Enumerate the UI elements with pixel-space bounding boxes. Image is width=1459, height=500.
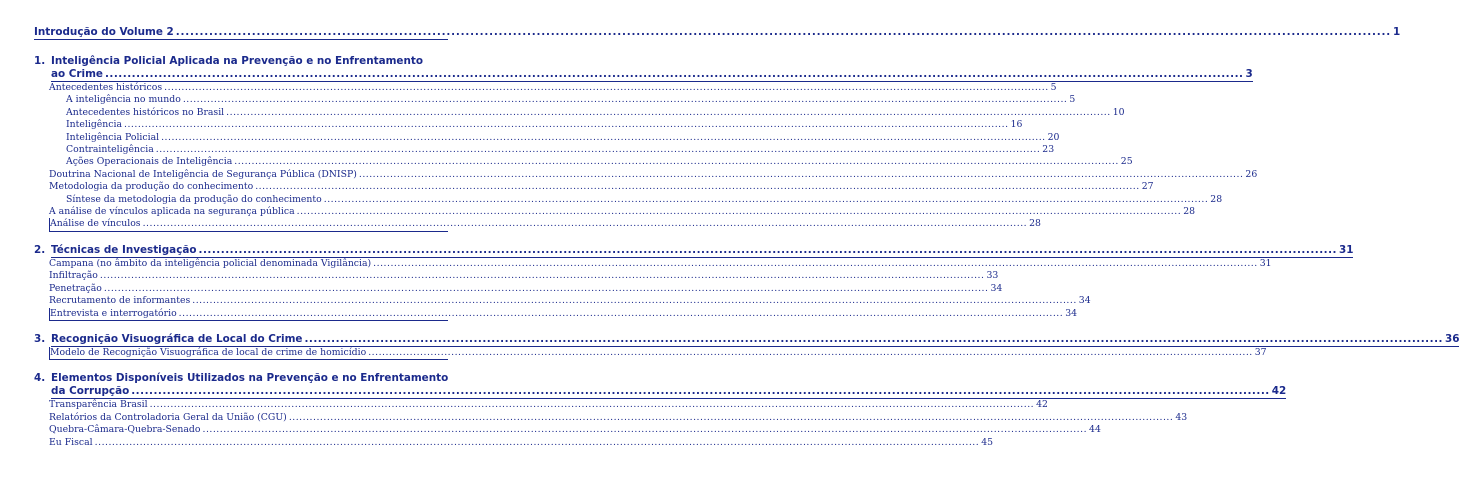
- section-number: 1.: [34, 55, 46, 67]
- dot-leader: [226, 107, 1111, 119]
- section-page: 3: [1245, 68, 1253, 80]
- toc-section-1[interactable]: [34, 55, 1253, 82]
- entry-label: Modelo de Recognição Visuográfica de local de crime de homicídio: [50, 346, 367, 358]
- toc-section-4[interactable]: [34, 372, 1287, 399]
- dot-leader: [150, 399, 1035, 411]
- dot-leader: [164, 82, 1049, 94]
- section-number: 3.: [34, 332, 46, 345]
- entry-label: Antecedentes históricos: [49, 82, 163, 93]
- toc-entry[interactable]: [49, 399, 1048, 411]
- section-title-line1: Elementos Disponíveis Utilizados na Prevenção e no Enfrentamento: [51, 372, 449, 385]
- section-title-line1: Inteligência Policial Aplicada na Prevenção e no Enfrentamento: [51, 55, 423, 67]
- dot-leader: [105, 68, 1244, 81]
- entry-label: Inteligência Policial: [66, 131, 160, 143]
- toc-entry[interactable]: [49, 270, 999, 282]
- toc-intro-label: Introdução do Volume 2: [34, 26, 174, 38]
- toc-entry[interactable]: [49, 156, 1133, 168]
- entry-label: Ações Operacionais de Inteligência: [66, 156, 233, 168]
- dot-leader: [143, 218, 1028, 230]
- entry-label: Metodologia da produção do conhecimento: [49, 181, 254, 193]
- entry-page: 16: [1010, 119, 1023, 131]
- entry-page: 26: [1245, 168, 1258, 180]
- entry-page: 31: [1259, 257, 1272, 269]
- entry-page: 28: [1210, 193, 1223, 205]
- entry-page: 34: [1065, 307, 1078, 319]
- dot-leader: [324, 194, 1209, 206]
- dot-leader: [359, 169, 1244, 181]
- toc-entry[interactable]: [49, 144, 1055, 156]
- section-page: 42: [1271, 385, 1287, 398]
- entry-page: 34: [1078, 295, 1091, 307]
- toc-entry[interactable]: [49, 218, 1041, 231]
- entry-label: Transparência Brasil: [49, 399, 148, 411]
- toc-entry[interactable]: [49, 94, 1076, 106]
- entry-page: 33: [986, 270, 999, 282]
- toc-entry[interactable]: [49, 257, 1272, 270]
- entry-label: Antecedentes históricos no Brasil: [66, 106, 225, 118]
- entry-page: 5: [1050, 82, 1057, 93]
- dot-leader: [183, 94, 1068, 106]
- entry-page: 25: [1120, 156, 1133, 168]
- toc-intro-row[interactable]: [34, 26, 1401, 40]
- entry-label: Infiltração: [49, 270, 98, 282]
- section-page: 36: [1444, 332, 1459, 345]
- entry-label: Entrevista e interrogatório: [50, 307, 177, 319]
- entry-page: 45: [981, 436, 994, 448]
- entry-page: 27: [1141, 181, 1154, 193]
- dot-leader: [100, 270, 985, 282]
- toc-entry[interactable]: [49, 106, 1125, 119]
- entry-label: Relatórios da Controladoria Geral da União (CGU): [49, 411, 287, 423]
- toc-intro-page: 1: [1393, 26, 1401, 38]
- entry-page: 34: [990, 282, 1003, 294]
- entry-label: Penetração: [49, 282, 102, 294]
- dot-leader: [192, 295, 1077, 307]
- dot-leader: [368, 347, 1253, 359]
- entry-page: 28: [1029, 218, 1041, 230]
- entry-label: Doutrina Nacional de Inteligência de Segurança Pública (DNISP): [49, 168, 357, 180]
- section-title-line1: Recognição Visuográfica de Local do Crime: [51, 332, 303, 345]
- dot-leader: [373, 258, 1258, 270]
- toc-entry[interactable]: [49, 346, 1267, 360]
- dot-leader: [131, 385, 1270, 398]
- entry-label: A inteligência no mundo: [66, 94, 181, 106]
- section-title-line1: Técnicas de Investigação: [51, 243, 197, 256]
- entry-page: 23: [1042, 144, 1055, 156]
- entry-label: A análise de vínculos aplicada na segurança pública: [49, 206, 295, 218]
- section-number: 4.: [34, 372, 46, 385]
- entry-page: 5: [1069, 94, 1076, 106]
- dot-leader: [304, 333, 1443, 346]
- dot-leader: [156, 144, 1041, 156]
- toc-entry[interactable]: [49, 181, 1154, 193]
- entry-page: 28: [1183, 206, 1196, 218]
- toc-entry[interactable]: [49, 436, 994, 449]
- entry-page: 37: [1254, 346, 1267, 358]
- entry-label: Síntese da metodologia da produção do conhecimento: [66, 193, 322, 205]
- toc-entry[interactable]: [49, 119, 1023, 131]
- dot-leader: [161, 132, 1046, 144]
- section-title-line2: ao Crime: [51, 68, 103, 80]
- entry-page: 43: [1175, 411, 1188, 423]
- toc-entry[interactable]: [49, 82, 1057, 94]
- entry-label: Recrutamento de informantes: [49, 295, 191, 307]
- entry-label: Eu Fiscal: [49, 436, 93, 448]
- table-of-contents: [34, 26, 1459, 449]
- toc-entry[interactable]: [49, 424, 1101, 436]
- section-number: 2.: [34, 243, 46, 256]
- dot-leader: [124, 119, 1009, 131]
- dot-leader: [297, 206, 1182, 218]
- dot-leader: [255, 181, 1140, 193]
- entry-label: Quebra-Câmara-Quebra-Senado: [49, 424, 201, 436]
- entry-page: 10: [1112, 106, 1125, 118]
- entry-page: 20: [1047, 131, 1060, 143]
- dot-leader: [199, 244, 1338, 257]
- toc-entry[interactable]: [49, 206, 1196, 218]
- section-page: 31: [1339, 243, 1354, 256]
- dot-leader: [234, 156, 1119, 168]
- dot-leader: [104, 283, 989, 295]
- toc-section-2[interactable]: [34, 243, 1354, 258]
- section-title-line2: da Corrupção: [51, 385, 130, 398]
- toc-entry[interactable]: [49, 307, 1078, 321]
- toc-entry[interactable]: [49, 168, 1258, 181]
- dot-leader: [176, 26, 1391, 39]
- toc-section-3[interactable]: [34, 332, 1459, 347]
- entry-label: Inteligência: [66, 119, 123, 131]
- entry-label: Contrainteligência: [66, 144, 154, 156]
- entry-page: 42: [1036, 399, 1048, 411]
- entry-label: Análise de vínculos: [50, 218, 141, 230]
- dot-leader: [95, 437, 980, 449]
- dot-leader: [202, 424, 1087, 436]
- toc-entry[interactable]: [49, 131, 1060, 144]
- toc-entry[interactable]: [49, 282, 1003, 295]
- toc-entry[interactable]: [49, 411, 1188, 424]
- toc-entry[interactable]: [49, 295, 1091, 307]
- dot-leader: [289, 412, 1174, 424]
- entry-label: Campana (no âmbito da inteligência policial denominada Vigilância): [49, 257, 372, 269]
- dot-leader: [179, 308, 1064, 320]
- entry-page: 44: [1089, 424, 1101, 436]
- toc-entry[interactable]: [49, 193, 1223, 206]
